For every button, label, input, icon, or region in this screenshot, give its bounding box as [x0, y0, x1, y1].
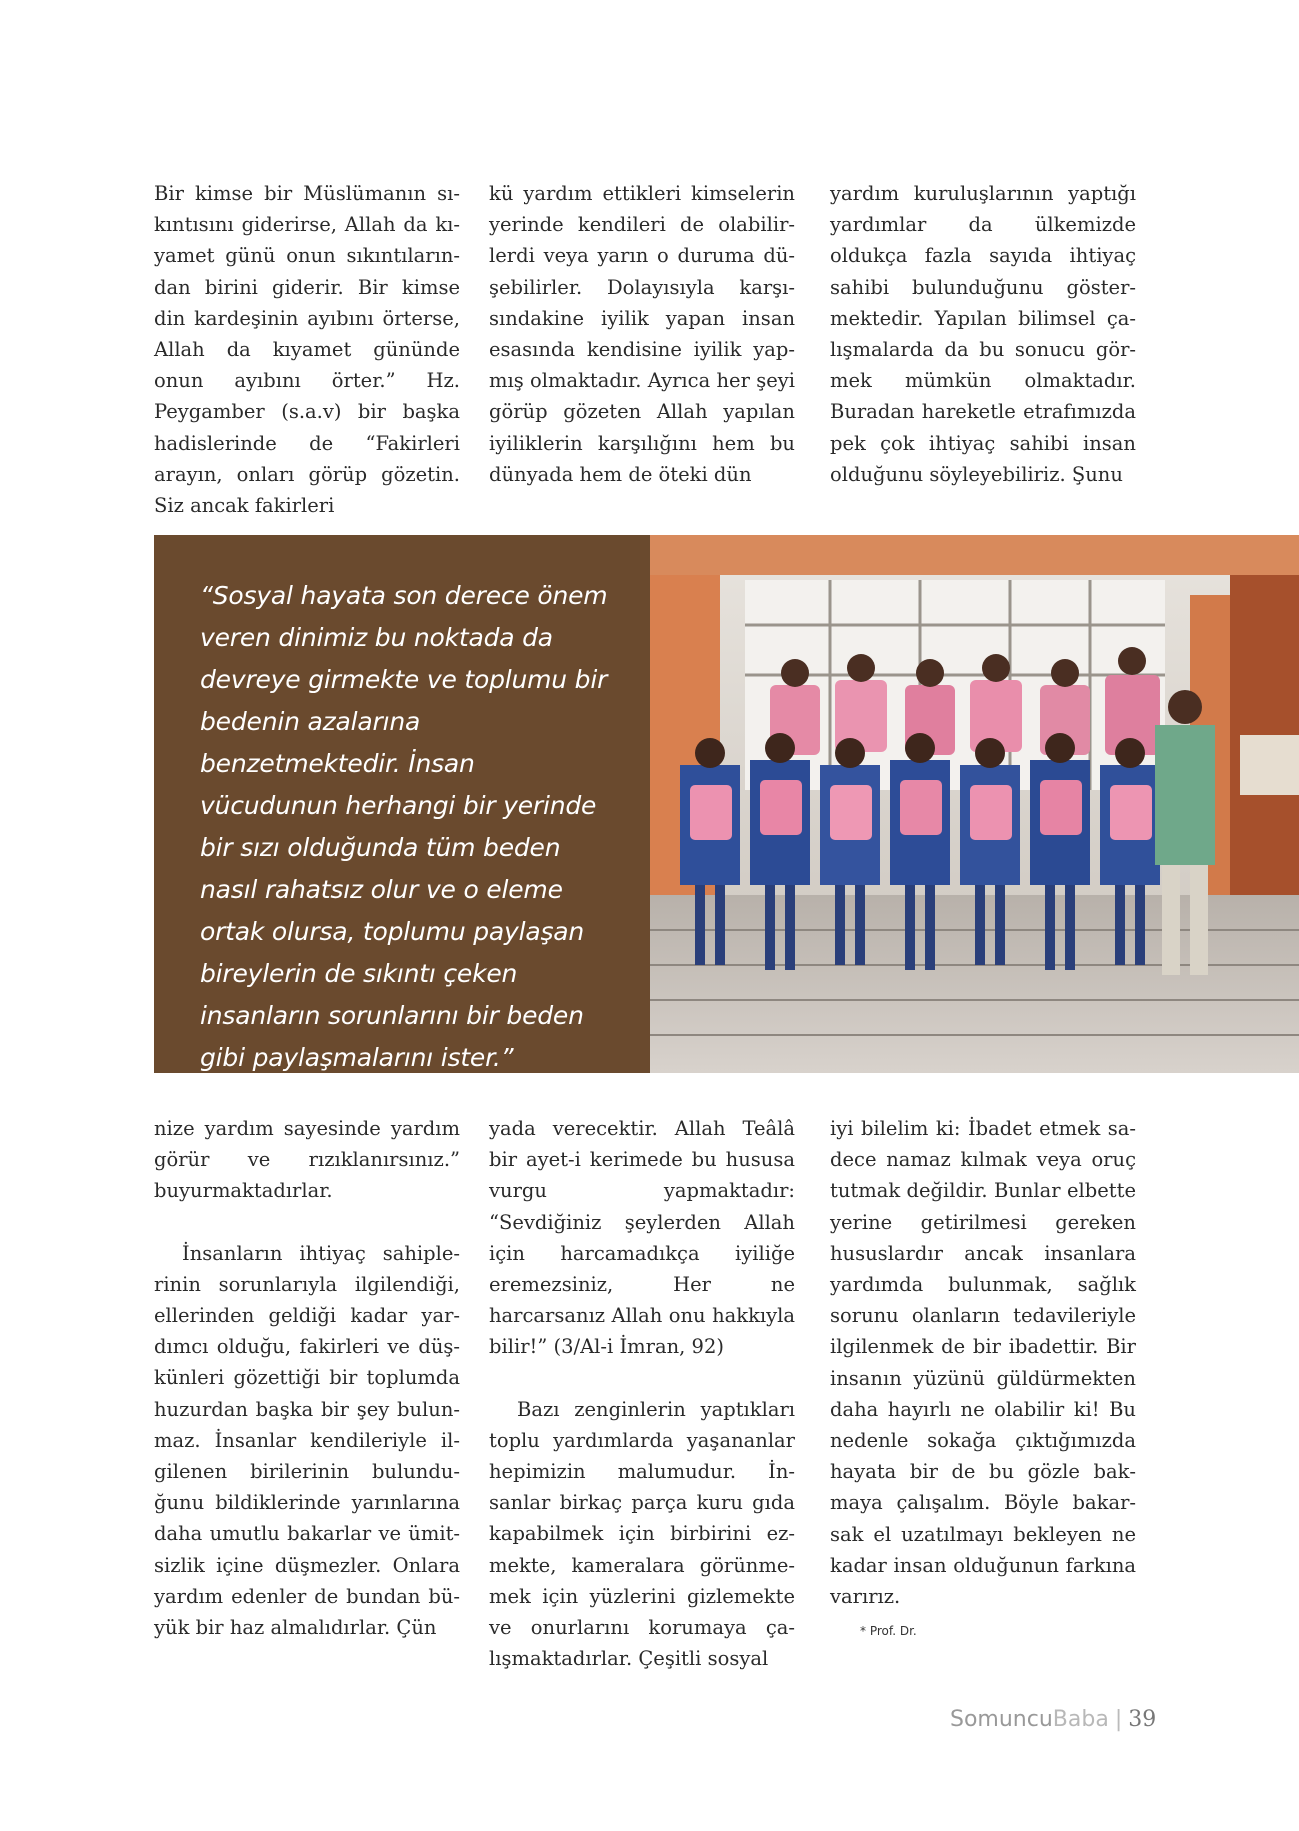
page-footer — [950, 1707, 1156, 1732]
paragraph: İnsanların ihtiyaç sahiplerinin sorunlarıyla ilgilendiği, ellerinden geldiği kadar yardımcı olduğu, fakirleri ve düşkünleri gözettiği bir toplumda huzurdan başka bir şey bulunmaz. İnsanlar kendileriyle ilgilenen birilerinin bulunduğunu bildiklerinde yarınlarına daha umutlu bakarlar ve ümitsizlik içine düşmezler. Onlara yardım edenler de bundan büyük bir haz almalıdırlar. Çün — [154, 1241, 460, 1640]
text-column-3-bottom — [830, 1113, 1136, 1612]
paragraph: yada verecektir. Allah Teâlâ bir ayet-i kerimede bu hususa vurgu yapmaktadır: “Sevdiğiniz şeylerden Allah için harcamadıkça iyiliğe eremezsiniz, Her ne harcarsanız Allah onu hakkıyla bilir!” (3/Al-i İmran, 92) — [489, 1117, 795, 1359]
text-column-2-bottom — [489, 1113, 795, 1674]
paragraph: iyi bilelim ki: İbadet etmek sadece namaz kılmak veya oruç tutmak değildir. Bunlar elbette yerine getirilmesi gereken hususlardır ancak insanlara yardımda bulunmak, sağlık sorunu olanların tedavileriyle ilgilenmek de bir ibadettir. Bir insanın yüzünü güldürmekten daha hayırlı ne olabilir ki! Bu nedenle sokağa çıktığımızda hayata bir de bu gözle bakmaya çalışalım. Böyle bakarsak el uzatılmayı bekleyen ne kadar insan olduğunun farkına varırız. — [830, 1117, 1136, 1609]
text-column-1-top — [154, 178, 460, 521]
author-footnote: * Prof. Dr. — [860, 1624, 917, 1638]
magazine-brand-part2: Baba — [1052, 1707, 1109, 1732]
paragraph: kü yardım ettikleri kimselerin yerinde kendileri de olabilirlerdi veya yarın o duruma düşebilirler. Dolayısıyla karşısındakine iyilik yapan insan esasında kendisine iyilik yapmış olmaktadır. Ayrıca her şeyi görüp gözeten Allah yapılan iyiliklerin karşılığını hem bu dünyada hem de öteki dün — [489, 182, 795, 486]
text-column-3-top — [830, 178, 1136, 490]
paragraph: Bazı zenginlerin yaptıkları toplu yardımlarda yaşananlar hepimizin malumudur. İnsanlar birkaç parça kuru gıda kapabilmek için birbirini ezmekte, kameralara görünmemek için yüzlerini gizlemekte ve onurlarını korumaya çalışmaktadırlar. Çeşitli sosyal — [489, 1397, 795, 1671]
magazine-brand-part1: Somuncu — [950, 1707, 1053, 1732]
paragraph: yardım kuruluşlarının yaptığı yardımlar da ülkemizde oldukça fazla sayıda ihtiyaç sahibi bulunduğunu göstermektedir. Yapılan bilimsel çalışmalarda da bu sonucu görmek mümkün olmaktadır. Buradan hareketle etrafımızda pek çok ihtiyaç sahibi insan olduğunu söyleyebiliriz. Şunu — [830, 182, 1136, 486]
paragraph: nize yardım sayesinde yardım görür ve rızıklanırsınız.” buyurmaktadırlar. — [154, 1117, 460, 1203]
footer-separator: | — [1114, 1707, 1123, 1732]
children-group-photo — [650, 535, 1299, 1073]
paragraph: Bir kimse bir Müslümanın sıkıntısını giderirse, Allah da kıyamet günü onun sıkıntılarından birini giderir. Bir kimse din kardeşinin ayıbını örterse, Allah da kıyamet gününde onun ayıbını örter.” Hz. Peygamber (s.a.v) bir başka hadislerinde de “Fakirleri arayın, onları görüp gözetin. Siz ancak fakirleri — [154, 182, 460, 518]
pull-quote-text: “Sosyal hayata son derece önem veren dinimiz bu noktada da devreye girmekte ve toplumu bir bedenin azalarına benzetmektedir. İnsan vücudunun herhangi bir yerinde bir sızı olduğunda tüm beden nasıl rahatsız olur ve o eleme ortak olursa, toplumu paylaşan bireylerin de sıkıntı çeken insanların sorunlarını bir beden gibi paylaşmalarını ister.” — [200, 581, 608, 1072]
text-column-1-bottom — [154, 1113, 460, 1643]
page-number: 39 — [1128, 1707, 1157, 1732]
text-column-2-top — [489, 178, 795, 490]
pull-quote-box — [154, 535, 650, 1073]
